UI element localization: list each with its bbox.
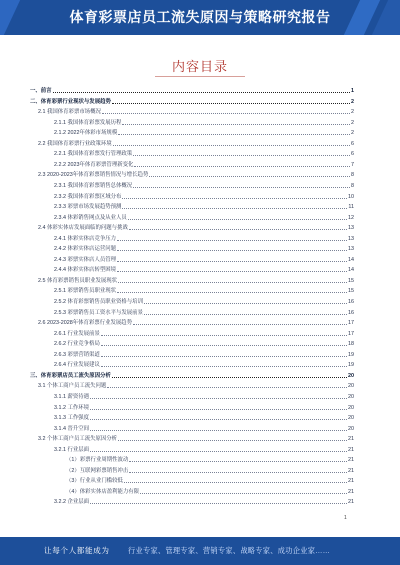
- toc-leader-dots: [90, 430, 347, 431]
- toc-leader-dots: [101, 335, 347, 336]
- toc-entry-title: 2.4.1 体彩实体店竞争压力: [54, 235, 117, 242]
- toc-entry-title: 三、体育彩票店员工流失原因分析: [30, 372, 111, 379]
- toc-entry[interactable]: [30, 434, 354, 442]
- toc-entry-title: 2.6.1 行业发展前景: [54, 330, 100, 337]
- toc-entry-title: 2.2.1 我国体育彩票发行管理政策: [54, 151, 133, 158]
- toc-entry-title: 2.1 我国体育彩票市场概况: [38, 109, 101, 116]
- toc-entry-page: 20: [348, 372, 354, 379]
- toc-entry-page: 10: [348, 193, 354, 200]
- toc-entry[interactable]: [30, 234, 354, 242]
- toc-entry-title: 2.1.2 2022年体彩市场规模: [54, 130, 118, 137]
- toc-entry[interactable]: [30, 403, 354, 411]
- toc-entry-title: 3.1.2 工作环境: [54, 404, 90, 411]
- toc-entry[interactable]: [30, 223, 354, 231]
- toc-leader-dots: [134, 166, 350, 167]
- toc-entry-title: 一、前言: [30, 88, 52, 94]
- toc-entry[interactable]: [30, 86, 354, 94]
- toc-entry-title: 2.5.1 彩票销售员职业现状: [54, 288, 117, 295]
- toc-entry[interactable]: [30, 308, 354, 316]
- toc-entry-title: 2.3.1 我国体育彩票销售总体概况: [54, 182, 133, 189]
- toc-entry-title: （2）互联网彩票销售冲击: [66, 467, 129, 474]
- toc-entry-title: 3.1.3 工作强度: [54, 415, 90, 422]
- toc-entry[interactable]: [30, 244, 354, 252]
- toc-entry-page: 18: [348, 341, 354, 348]
- toc-entry-page: 11: [348, 204, 354, 211]
- toc-leader-dots: [101, 356, 347, 357]
- toc-entry[interactable]: [30, 107, 354, 115]
- toc-heading: 内容目录: [171, 59, 228, 74]
- toc-entry[interactable]: [30, 371, 354, 379]
- toc-entry-title: 3.2.1 行业层面: [54, 446, 90, 453]
- toc-entry-title: 2.2 我国体育彩票行业政策环境: [38, 140, 112, 147]
- toc-entry[interactable]: [30, 181, 354, 189]
- toc-leader-dots: [124, 482, 347, 483]
- toc-leader-dots: [140, 493, 347, 494]
- toc-leader-dots: [129, 461, 347, 462]
- toc-leader-dots: [90, 419, 347, 420]
- toc-entry-page: 21: [348, 499, 354, 506]
- toc-entry-page: 21: [348, 478, 354, 485]
- toc-leader-dots: [128, 219, 347, 220]
- toc-entry-title: 2.3.2 我国体育彩票区域分布: [54, 193, 122, 200]
- toc-leader-dots: [144, 303, 347, 304]
- toc-leader-dots: [118, 440, 347, 441]
- toc-entry[interactable]: [30, 160, 354, 168]
- footer-tagline: 行业专家、管理专家、营销专家、战略专家、成功企业家……: [128, 546, 331, 555]
- toc-entry-page: 21: [348, 436, 354, 443]
- toc-entry-page: 14: [348, 256, 354, 263]
- toc-leader-dots: [129, 229, 347, 230]
- toc-entry-page: 1: [351, 88, 354, 94]
- toc-entry-title: 2.4.3 彩票实体店人员管理: [54, 256, 117, 263]
- toc-entry[interactable]: [30, 339, 354, 347]
- toc-entry-page: 6: [351, 151, 354, 158]
- toc-entry[interactable]: [30, 213, 354, 221]
- toc-entry-page: 17: [348, 330, 354, 337]
- toc-entry-page: 2: [351, 119, 354, 126]
- toc-entry-page: 21: [348, 467, 354, 474]
- toc-entry-page: 6: [351, 140, 354, 147]
- toc-entry-page: 20: [348, 404, 354, 411]
- toc-leader-dots: [90, 409, 347, 410]
- toc-leader-dots: [107, 387, 347, 388]
- toc-entry-title: （1）彩票行业周期性波动: [66, 457, 129, 464]
- toc-entry[interactable]: [30, 265, 354, 273]
- toc-leader-dots: [117, 240, 347, 241]
- toc-entry[interactable]: [30, 170, 354, 178]
- toc-entry[interactable]: [30, 455, 354, 463]
- toc-leader-dots: [117, 261, 347, 262]
- toc-entry-title: 2.3.4 体彩销售网点及从业人员: [54, 214, 127, 221]
- toc-entry-page: 16: [348, 299, 354, 305]
- toc-heading-divider: [155, 76, 245, 77]
- toc-entry-title: 2.4 体彩实体店发展面临的问题与挑战: [38, 225, 128, 232]
- toc-entry[interactable]: [30, 139, 354, 147]
- toc-entry-title: 2.3.3 彩票市场发展趋势预测: [54, 204, 122, 211]
- toc-entry-page: 12: [348, 214, 354, 221]
- toc-entry-page: 15: [348, 277, 354, 284]
- toc-entry-title: 2.5.3 彩票销售员工资水平与发展前景: [54, 309, 143, 316]
- toc-leader-dots: [118, 282, 347, 283]
- toc-leader-dots: [133, 187, 350, 188]
- toc-leader-dots: [118, 134, 350, 135]
- toc-entry-title: 2.6.4 行业发展建议: [54, 362, 100, 369]
- toc-leader-dots: [144, 314, 347, 315]
- toc-entry-page: 17: [348, 320, 354, 327]
- toc-entry-page: 7: [351, 161, 354, 168]
- toc-entry-title: 3.1.4 晋升空间: [54, 425, 90, 432]
- toc-entry[interactable]: [30, 497, 354, 505]
- toc-entry-title: 2.4.4 体彩实体店转型困境: [54, 267, 117, 274]
- toc-entry-title: 2.2.2 2023年体育彩票管理新变化: [54, 161, 134, 168]
- report-header-banner: [0, 0, 400, 35]
- toc-entry-page: 2: [351, 130, 354, 137]
- toc-entry-page: 21: [348, 488, 354, 495]
- toc-leader-dots: [90, 398, 347, 399]
- toc-leader-dots: [117, 271, 347, 272]
- toc-entry-title: 2.1.1 我国体育彩票发展历程: [54, 119, 122, 126]
- toc-leader-dots: [112, 103, 350, 104]
- toc-entry-title: 2.4.2 体彩实体店运营问题: [54, 246, 117, 253]
- toc-entry[interactable]: [30, 202, 354, 210]
- toc-leader-dots: [122, 208, 347, 209]
- toc-entry[interactable]: [30, 381, 354, 389]
- toc-entry-title: 3.2.2 企业层面: [54, 499, 90, 506]
- toc-entry-page: 20: [348, 383, 354, 390]
- toc-leader-dots: [101, 366, 347, 367]
- toc-entry-page: 8: [351, 182, 354, 189]
- toc-entry[interactable]: [30, 286, 354, 294]
- toc-entry[interactable]: [30, 192, 354, 200]
- toc-entry-title: （4）体彩实体店盈利能力有限: [66, 488, 140, 495]
- toc-leader-dots: [122, 124, 350, 125]
- footer-slogan: 让每个人都能成为: [44, 546, 110, 555]
- toc-leader-dots: [122, 198, 347, 199]
- toc-entry-page: 14: [348, 267, 354, 274]
- toc-leader-dots: [129, 472, 347, 473]
- toc-entry-title: 2.5 体育彩票销售员职业发展现状: [38, 277, 118, 284]
- toc-entry-page: 13: [348, 225, 354, 232]
- toc-entry-page: 20: [348, 393, 354, 400]
- toc-entry[interactable]: [30, 128, 354, 136]
- toc-leader-dots: [117, 250, 347, 251]
- toc-entry-page: 21: [348, 446, 354, 453]
- toc-entry-title: 二、体育彩票行业现状与发展趋势: [30, 98, 111, 105]
- toc-entry-page: 2: [351, 109, 354, 116]
- toc-entry[interactable]: [30, 392, 354, 400]
- toc-entry[interactable]: [30, 445, 354, 453]
- toc-entry[interactable]: [30, 360, 354, 368]
- report-footer-banner: [0, 537, 400, 565]
- report-title: 体育彩票店员工流失原因与策略研究报告: [69, 9, 331, 25]
- toc-entry-page: 19: [348, 351, 354, 358]
- page-number: 1: [344, 515, 347, 521]
- toc-entry-title: 2.6.2 行业竞争格局: [54, 341, 100, 348]
- toc-entry[interactable]: [30, 424, 354, 432]
- toc-leader-dots: [113, 145, 350, 146]
- table-of-contents: [30, 86, 354, 504]
- toc-entry[interactable]: [30, 329, 354, 337]
- toc-leader-dots: [112, 377, 347, 378]
- toc-entry-title: （3）行业从业门槛较低: [66, 478, 123, 485]
- toc-entry-page: 13: [348, 246, 354, 253]
- toc-leader-dots: [90, 451, 347, 452]
- toc-entry-title: 2.5.2 体育彩票销售员职业资格与培训: [54, 299, 143, 305]
- toc-leader-dots: [90, 503, 347, 504]
- toc-entry[interactable]: [30, 118, 354, 126]
- toc-entry[interactable]: [30, 297, 354, 305]
- toc-leader-dots: [133, 324, 347, 325]
- toc-entry-title: 3.1 个体工商户员工流失问题: [38, 383, 107, 390]
- toc-entry-title: 3.2 个体工商户员工流失原因分析: [38, 436, 118, 443]
- toc-leader-dots: [53, 92, 350, 93]
- toc-leader-dots: [101, 345, 347, 346]
- toc-entry[interactable]: [30, 276, 354, 284]
- toc-leader-dots: [117, 292, 347, 293]
- toc-entry-page: 20: [348, 425, 354, 432]
- toc-entry-page: 16: [348, 309, 354, 316]
- toc-leader-dots: [133, 155, 350, 156]
- toc-entry-page: 20: [348, 415, 354, 422]
- toc-leader-dots: [149, 176, 350, 177]
- toc-entry[interactable]: [30, 149, 354, 157]
- toc-entry-title: 2.6.3 彩票营销渠道: [54, 351, 100, 358]
- toc-entry-page: 21: [348, 457, 354, 464]
- toc-entry[interactable]: [30, 413, 354, 421]
- toc-entry[interactable]: [30, 255, 354, 263]
- toc-entry-page: 13: [348, 235, 354, 242]
- toc-entry-title: 3.1.1 薪资待遇: [54, 393, 90, 400]
- toc-entry-page: 15: [348, 288, 354, 295]
- toc-entry[interactable]: [30, 476, 354, 484]
- toc-entry-page: 19: [348, 362, 354, 369]
- toc-entry[interactable]: [30, 466, 354, 474]
- toc-entry-title: 2.3 2020-2023年体育彩票销售情况与增长趋势: [38, 172, 149, 179]
- toc-entry-title: 2.6 2023-2028年体育彩票行业发展趋势: [38, 320, 133, 327]
- toc-entry-page: 2: [351, 98, 354, 105]
- toc-leader-dots: [102, 113, 350, 114]
- toc-entry[interactable]: [30, 487, 354, 495]
- toc-entry[interactable]: [30, 318, 354, 326]
- toc-entry-page: 8: [351, 172, 354, 179]
- toc-entry[interactable]: [30, 350, 354, 358]
- toc-entry[interactable]: [30, 97, 354, 105]
